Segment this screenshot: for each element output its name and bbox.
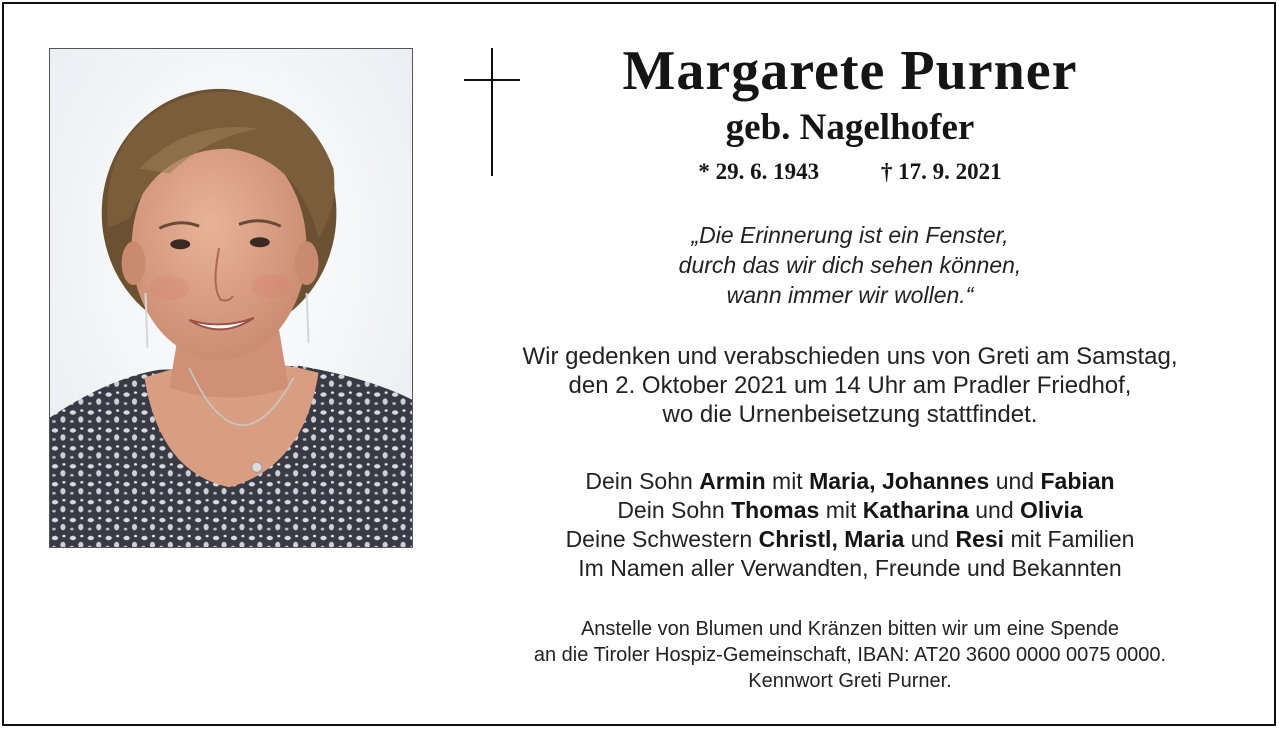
quote-line: durch das wir dich sehen können, [678, 252, 1022, 278]
mourner-name: Christl, Maria [758, 526, 905, 552]
quote-line: wann immer wir wollen.“ [726, 282, 974, 308]
death-date: † 17. 9. 2021 [880, 159, 1002, 184]
obituary-frame [2, 2, 1276, 726]
mourners-list [444, 467, 1256, 583]
text-part: mit [819, 497, 863, 523]
portrait-illustration [50, 49, 412, 547]
birth-date: * 29. 6. 1943 [698, 159, 820, 184]
quote-line: „Die Erinnerung ist ein Fenster, [691, 222, 1009, 248]
mourner-name: Maria, Johannes [809, 468, 990, 494]
mourner-line [444, 496, 1256, 525]
text-part: Deine Schwestern [565, 526, 759, 552]
mourner-name: Katharina [862, 497, 969, 523]
announcement-line: wo die Urnenbeisetzung stattfindet. [662, 401, 1038, 428]
donation-line: an die Tiroler Hospiz-Gemeinschaft, IBAN: AT20 3600 0000 0075 0000. [533, 644, 1167, 666]
mourner-line: Im Namen aller Verwandten, Freunde und Bekannten [578, 555, 1122, 581]
mourner-line [444, 467, 1256, 496]
text-part: mit Familien [1004, 526, 1135, 552]
announcement-line: Wir gedenken und verabschieden uns von Greti am Samstag, [522, 343, 1178, 370]
mourner-line [444, 525, 1256, 554]
donation-request [444, 616, 1256, 694]
portrait-photo [49, 48, 413, 548]
deceased-name: Margarete Purner [622, 40, 1078, 102]
donation-line: Anstelle von Blumen und Kränzen bitten wir um eine Spende [580, 618, 1120, 640]
mourner-name: Olivia [1020, 497, 1083, 523]
maiden-name: geb. Nagelhofer [725, 107, 975, 148]
mourner-name: Thomas [731, 497, 820, 523]
funeral-announcement [444, 342, 1256, 429]
announcement-line: den 2. Oktober 2021 um 14 Uhr am Pradler Friedhof, [568, 372, 1132, 399]
donation-line: Kennwort Greti Purner. [748, 670, 952, 692]
text-part: mit [765, 468, 810, 494]
mourner-name: Fabian [1040, 468, 1115, 494]
text-part: Dein Sohn [617, 497, 732, 523]
text-part: Dein Sohn [585, 468, 700, 494]
mourner-name: Armin [699, 468, 766, 494]
text-part: und [968, 497, 1021, 523]
mourner-name: Resi [955, 526, 1005, 552]
memorial-quote [444, 220, 1256, 310]
text-part: und [989, 468, 1041, 494]
life-dates [444, 156, 1256, 188]
text-part: und [904, 526, 956, 552]
